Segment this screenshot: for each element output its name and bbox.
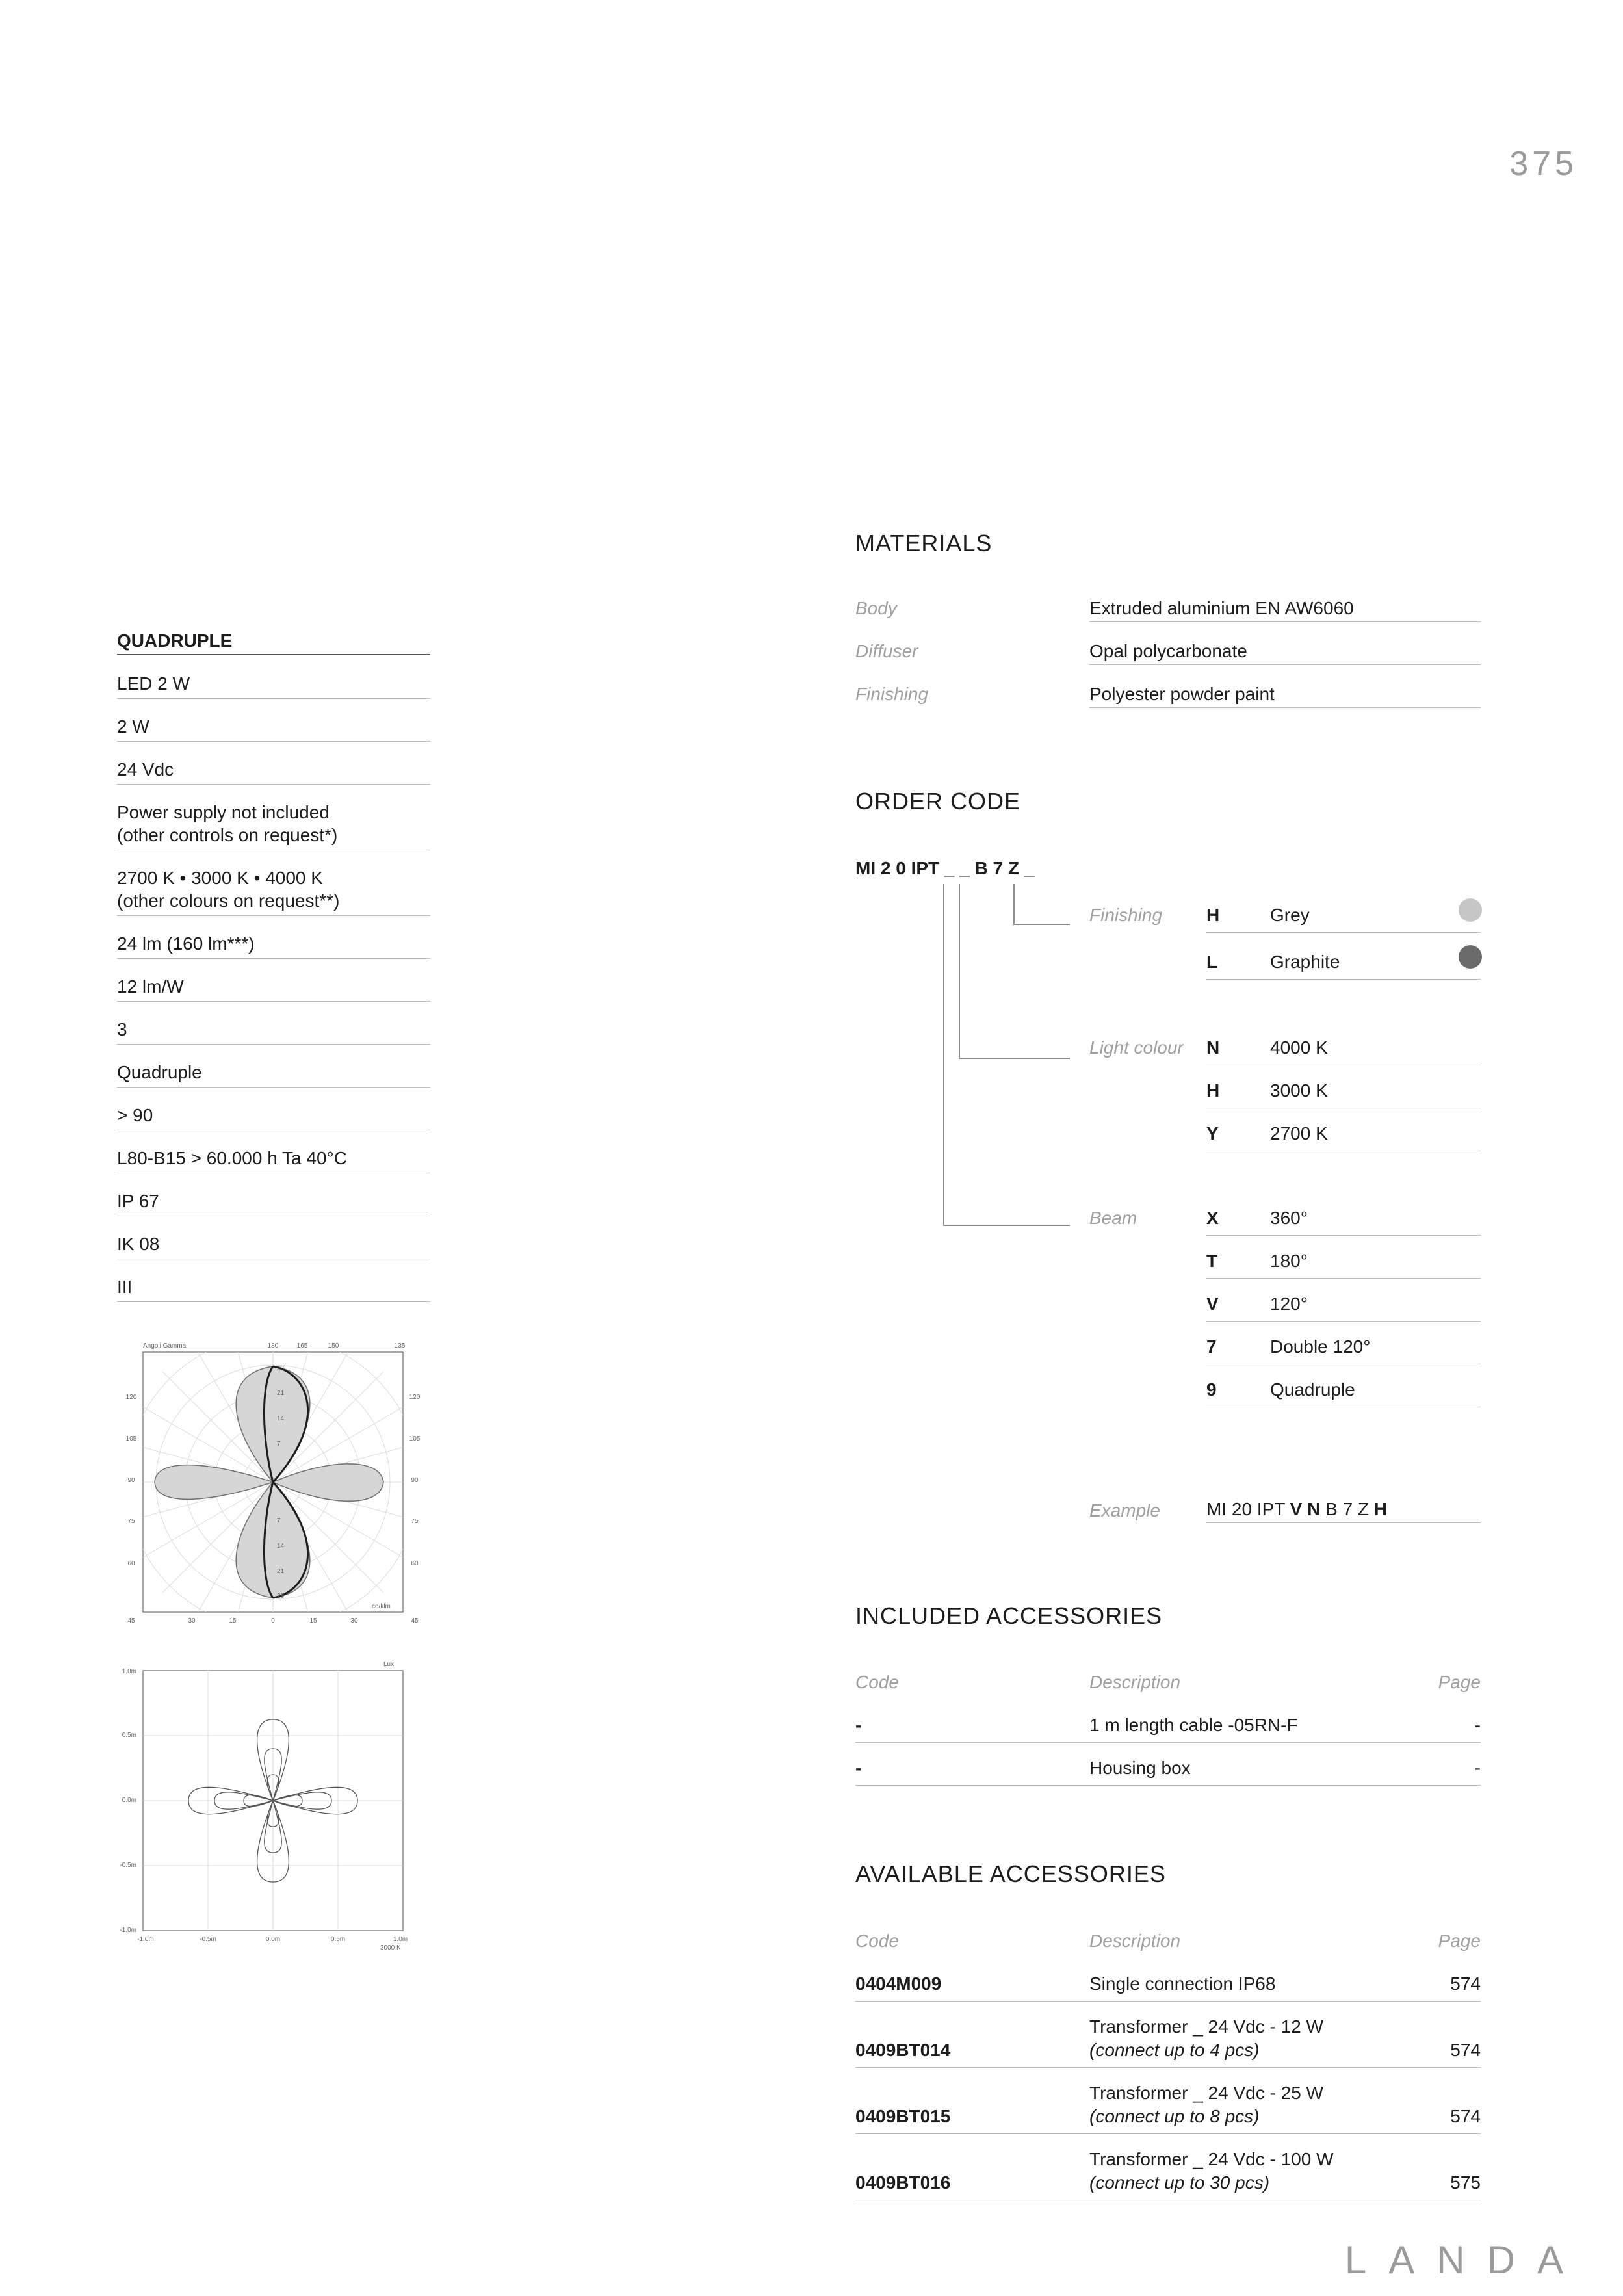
diagram-tick-label: 30	[188, 1617, 196, 1624]
option-row	[1206, 952, 1481, 980]
isolux-colour-temp: 3000 K	[380, 1944, 401, 1951]
option-code: T	[1206, 1251, 1218, 1271]
accessory-code: -	[855, 1758, 862, 1778]
diagram-tick-label: 14	[277, 1543, 285, 1550]
diagram-tick-label: 15	[309, 1617, 317, 1624]
option-code: L	[1206, 952, 1218, 972]
option-name: 360°	[1270, 1208, 1308, 1228]
diagram-tick-label: 7	[277, 1441, 281, 1448]
diagram-tick-label: 15	[229, 1617, 237, 1624]
accessory-page: 575	[1450, 2172, 1481, 2193]
option-code: H	[1206, 905, 1220, 925]
material-value: Opal polycarbonate	[1089, 641, 1481, 665]
spec-row: 2 W	[117, 715, 430, 742]
example-prefix: MI 20 IPT	[1206, 1499, 1290, 1519]
diagram-tick-label: -1.0m	[120, 1927, 136, 1934]
example-bold-2: H	[1373, 1499, 1388, 1519]
beam-label: Beam	[1089, 1208, 1137, 1228]
spec-row: LED 2 W	[117, 672, 430, 699]
spec-row: Power supply not included (other controls on request*)	[117, 801, 430, 850]
accessory-page: 574	[1450, 2040, 1481, 2060]
accessory-code: 0409BT015	[855, 2106, 951, 2126]
diagram-tick-label: -1.0m	[137, 1936, 154, 1943]
option-name: 2700 K	[1270, 1123, 1328, 1143]
spec-row: 24 lm (160 lm***)	[117, 932, 430, 959]
option-code: 7	[1206, 1337, 1217, 1357]
option-name: 180°	[1270, 1251, 1308, 1271]
option-code: Y	[1206, 1123, 1219, 1143]
accessory-note: (connect up to 8 pcs)	[1089, 2106, 1260, 2126]
spec-row: III	[117, 1275, 430, 1302]
diagram-tick-label: 1.0m	[393, 1936, 408, 1943]
diagram-tick-label: 0.5m	[330, 1936, 346, 1943]
material-label: Finishing	[855, 684, 929, 704]
option-row	[1206, 1208, 1481, 1236]
diagram-tick-label: 60	[411, 1560, 419, 1567]
material-value: Polyester powder paint	[1089, 684, 1481, 708]
diagram-tick-label: -0.5m	[120, 1862, 136, 1869]
diagram-tick-label: 105	[409, 1435, 421, 1442]
spec-row: 12 lm/W	[117, 975, 430, 1002]
diagram-tick-label: 120	[409, 1394, 421, 1401]
included-header-page: Page	[1438, 1672, 1481, 1692]
accessory-code: 0409BT016	[855, 2172, 951, 2193]
diagram-tick-label: 75	[411, 1518, 419, 1525]
diagram-tick-label: 0.0m	[265, 1936, 281, 1943]
diagram-tick-label: 0.5m	[122, 1732, 136, 1739]
spec-row: > 90	[117, 1104, 430, 1130]
material-value: Extruded aluminium EN AW6060	[1089, 598, 1481, 622]
accessory-code: 0404M009	[855, 1974, 942, 1994]
example-label: Example	[1089, 1500, 1160, 1520]
diagram-tick-label: 60	[127, 1560, 135, 1567]
included-accessories-title: INCLUDED ACCESSORIES	[855, 1602, 1163, 1629]
accessory-page: 574	[1450, 2106, 1481, 2126]
included-header-code: Code	[855, 1672, 899, 1692]
diagram-tick-label: 135	[394, 1342, 406, 1350]
available-header-description: Description	[1089, 1931, 1181, 1951]
accessory-description: Transformer _ 24 Vdc - 100 W	[1089, 2149, 1334, 2169]
finishing-label: Finishing	[1089, 905, 1163, 925]
spec-row: L80-B15 > 60.000 h Ta 40°C	[117, 1147, 430, 1173]
diagram-tick-label: 120	[125, 1394, 137, 1401]
option-name: 4000 K	[1270, 1037, 1328, 1058]
colour-swatch-icon	[1459, 898, 1482, 922]
diagram-tick-label: 14	[277, 1415, 285, 1422]
spec-row: 3	[117, 1018, 430, 1045]
accessory-description: Transformer _ 24 Vdc - 25 W	[1089, 2083, 1323, 2103]
option-name: Quadruple	[1270, 1379, 1355, 1400]
diagram-tick-label: 21	[277, 1568, 285, 1575]
option-row	[1206, 1123, 1481, 1151]
option-code: X	[1206, 1208, 1219, 1228]
diagram-tick-label: 7	[277, 1517, 281, 1524]
diagram-tick-label: 30	[350, 1617, 358, 1624]
spec-header: QUADRUPLE	[117, 631, 430, 655]
example-middle: B 7 Z	[1320, 1499, 1374, 1519]
diagram-tick-label: 45	[411, 1617, 419, 1624]
accessory-note: (connect up to 30 pcs)	[1089, 2172, 1270, 2193]
available-accessories-title: AVAILABLE ACCESSORIES	[855, 1860, 1166, 1887]
option-name: 3000 K	[1270, 1080, 1328, 1101]
option-code: 9	[1206, 1379, 1217, 1400]
diagram-tick-label: 0	[271, 1617, 275, 1624]
available-header-page: Page	[1438, 1931, 1481, 1951]
diagram-tick-label: 105	[125, 1435, 137, 1442]
diagram-tick-label: 90	[127, 1477, 135, 1484]
polar-unit: cd/klm	[372, 1603, 391, 1610]
diagram-tick-label: 150	[328, 1342, 339, 1350]
option-name: 120°	[1270, 1294, 1308, 1314]
diagram-tick-label: 21	[277, 1390, 285, 1397]
option-row	[1206, 1080, 1481, 1108]
option-row	[1206, 1037, 1481, 1065]
available-header-code: Code	[855, 1931, 899, 1951]
material-label: Diffuser	[855, 641, 918, 661]
order-code-string: MI 2 0 IPT _ _ B 7 Z _	[855, 858, 1035, 878]
included-header-description: Description	[1089, 1672, 1181, 1692]
diagram-tick-label: -0.5m	[200, 1936, 216, 1943]
accessory-code: -	[855, 1715, 862, 1735]
diagram-tick-label: 45	[127, 1617, 135, 1624]
order-code-title: ORDER CODE	[855, 788, 1021, 815]
light-colour-label: Light colour	[1089, 1037, 1184, 1058]
accessory-description: Transformer _ 24 Vdc - 12 W	[1089, 2016, 1323, 2037]
accessory-page: -	[1474, 1758, 1481, 1778]
diagram-tick-label: 1.0m	[122, 1668, 136, 1675]
diagram-tick-label: 90	[411, 1477, 419, 1484]
accessory-description: Housing box	[1089, 1758, 1191, 1778]
option-name: Double 120°	[1270, 1337, 1371, 1357]
colour-swatch-icon	[1459, 945, 1482, 969]
example-bold-1: V N	[1290, 1499, 1321, 1519]
brand-logo: LANDA	[1344, 2238, 1585, 2282]
accessory-code: 0409BT014	[855, 2040, 951, 2060]
option-code: V	[1206, 1294, 1219, 1314]
diagram-tick-label: 28	[277, 1365, 285, 1372]
diagram-tick-label: 28	[277, 1593, 285, 1600]
accessory-page: -	[1474, 1715, 1481, 1735]
accessory-note: (connect up to 4 pcs)	[1089, 2040, 1260, 2060]
materials-title: MATERIALS	[855, 530, 993, 556]
option-name: Graphite	[1270, 952, 1340, 972]
option-code: H	[1206, 1080, 1220, 1101]
option-row	[1206, 905, 1481, 933]
accessory-description: 1 m length cable -05RN-F	[1089, 1715, 1298, 1735]
option-code: N	[1206, 1037, 1220, 1058]
spec-row: 2700 K • 3000 K • 4000 K (other colours on request**)	[117, 867, 430, 916]
option-name: Grey	[1270, 905, 1310, 925]
diagram-tick-label: 180	[267, 1342, 279, 1350]
polar-corner-label: Angoli Gamma	[143, 1342, 187, 1350]
spec-row: 24 Vdc	[117, 758, 430, 785]
example-code	[1206, 1499, 1481, 1523]
diagram-tick-label: 165	[296, 1342, 308, 1350]
isolux-unit: Lux	[383, 1661, 395, 1668]
page-number: 375	[1509, 145, 1578, 183]
isolux-diagram	[117, 1648, 429, 1960]
spec-row: IK 08	[117, 1233, 430, 1259]
option-row	[1206, 1251, 1481, 1279]
spec-row: IP 67	[117, 1190, 430, 1216]
spec-row: Quadruple	[117, 1061, 430, 1088]
diagram-tick-label: 75	[127, 1518, 135, 1525]
option-row	[1206, 1294, 1481, 1322]
accessory-description: Single connection IP68	[1089, 1974, 1276, 1994]
polar-diagram	[117, 1326, 429, 1632]
diagram-tick-label: 0.0m	[122, 1797, 136, 1804]
accessory-page: 574	[1450, 1974, 1481, 1994]
order-code-tree	[936, 884, 1092, 1235]
material-label: Body	[855, 598, 897, 618]
